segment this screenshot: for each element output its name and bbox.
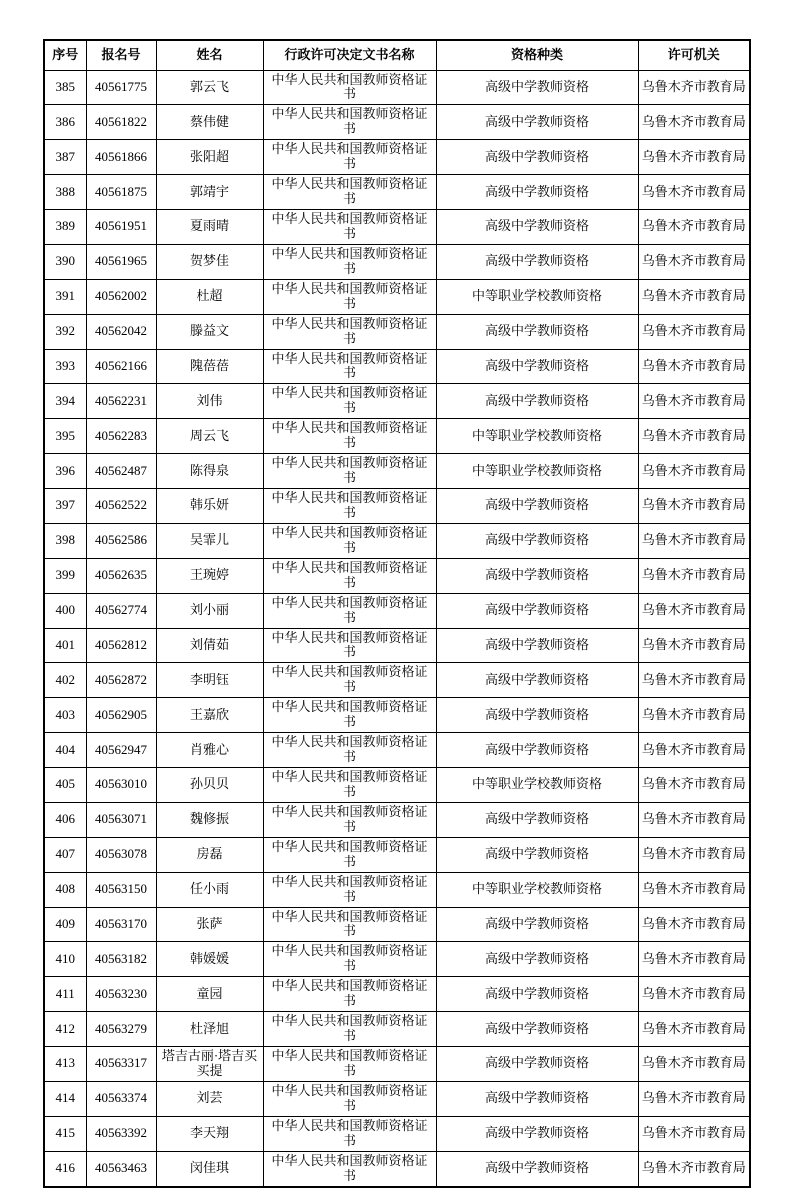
table-row — [44, 733, 750, 768]
col-header-registration-number: 报名号 — [86, 40, 156, 70]
table-cell: 中华人民共和国教师资格证书 — [263, 907, 436, 942]
table-cell: 房磊 — [156, 837, 263, 872]
table-cell: 中华人民共和国教师资格证书 — [263, 70, 436, 105]
table-cell: 中华人民共和国教师资格证书 — [263, 768, 436, 803]
table-cell: 408 — [44, 872, 86, 907]
table-cell: 韩乐妍 — [156, 489, 263, 524]
table-cell: 乌鲁木齐市教育局 — [638, 419, 750, 454]
table-cell: 高级中学教师资格 — [436, 1047, 638, 1082]
table-cell: 高级中学教师资格 — [436, 314, 638, 349]
table-row — [44, 628, 750, 663]
table-cell: 高级中学教师资格 — [436, 698, 638, 733]
table-cell: 388 — [44, 175, 86, 210]
table-cell: 李明钰 — [156, 663, 263, 698]
table-cell: 40562166 — [86, 349, 156, 384]
table-cell: 40561775 — [86, 70, 156, 105]
table-cell: 中华人民共和国教师资格证书 — [263, 663, 436, 698]
table-cell: 张萨 — [156, 907, 263, 942]
table-row — [44, 663, 750, 698]
table-row — [44, 1012, 750, 1047]
table-cell: 乌鲁木齐市教育局 — [638, 768, 750, 803]
table-row — [44, 1116, 750, 1151]
table-row — [44, 419, 750, 454]
table-cell: 中华人民共和国教师资格证书 — [263, 1012, 436, 1047]
table-cell: 高级中学教师资格 — [436, 907, 638, 942]
table-cell: 390 — [44, 244, 86, 279]
table-cell: 40562042 — [86, 314, 156, 349]
table-row — [44, 70, 750, 105]
table-cell: 40563071 — [86, 802, 156, 837]
table-cell: 中华人民共和国教师资格证书 — [263, 1151, 436, 1186]
table-cell: 中华人民共和国教师资格证书 — [263, 872, 436, 907]
table-cell: 乌鲁木齐市教育局 — [638, 907, 750, 942]
table-cell: 中华人民共和国教师资格证书 — [263, 384, 436, 419]
table-cell: 40563463 — [86, 1151, 156, 1186]
table-cell: 乌鲁木齐市教育局 — [638, 489, 750, 524]
table-cell: 乌鲁木齐市教育局 — [638, 802, 750, 837]
table-row — [44, 210, 750, 245]
table-cell: 中华人民共和国教师资格证书 — [263, 1047, 436, 1082]
table-cell: 397 — [44, 489, 86, 524]
table-cell: 乌鲁木齐市教育局 — [638, 1012, 750, 1047]
table-cell: 韩媛媛 — [156, 942, 263, 977]
table-cell: 中华人民共和国教师资格证书 — [263, 105, 436, 140]
table-cell: 40563170 — [86, 907, 156, 942]
table-cell: 40563078 — [86, 837, 156, 872]
table-cell: 405 — [44, 768, 86, 803]
table-cell: 中华人民共和国教师资格证书 — [263, 489, 436, 524]
table-cell: 刘倩茹 — [156, 628, 263, 663]
table-cell: 中华人民共和国教师资格证书 — [263, 210, 436, 245]
table-cell: 40562812 — [86, 628, 156, 663]
table-cell: 乌鲁木齐市教育局 — [638, 210, 750, 245]
table-row — [44, 837, 750, 872]
col-header-document-title: 行政许可决定文书名称 — [263, 40, 436, 70]
table-cell: 中华人民共和国教师资格证书 — [263, 454, 436, 489]
table-cell: 高级中学教师资格 — [436, 1012, 638, 1047]
table-cell: 乌鲁木齐市教育局 — [638, 523, 750, 558]
table-row — [44, 523, 750, 558]
table-cell: 中华人民共和国教师资格证书 — [263, 1081, 436, 1116]
table-cell: 李天翔 — [156, 1116, 263, 1151]
table-cell: 高级中学教师资格 — [436, 244, 638, 279]
table-cell: 高级中学教师资格 — [436, 384, 638, 419]
table-cell: 高级中学教师资格 — [436, 733, 638, 768]
table-cell: 郭云飞 — [156, 70, 263, 105]
table-cell: 409 — [44, 907, 86, 942]
table-cell: 隗蓓蓓 — [156, 349, 263, 384]
table-cell: 孙贝贝 — [156, 768, 263, 803]
table-cell: 389 — [44, 210, 86, 245]
table-cell: 乌鲁木齐市教育局 — [638, 1151, 750, 1186]
table-cell: 高级中学教师资格 — [436, 140, 638, 175]
table-row — [44, 907, 750, 942]
table-cell: 中华人民共和国教师资格证书 — [263, 175, 436, 210]
table-cell: 乌鲁木齐市教育局 — [638, 558, 750, 593]
table-cell: 中等职业学校教师资格 — [436, 872, 638, 907]
table-cell: 386 — [44, 105, 86, 140]
table-cell: 高级中学教师资格 — [436, 942, 638, 977]
table-cell: 高级中学教师资格 — [436, 523, 638, 558]
table-cell: 滕益文 — [156, 314, 263, 349]
table-row — [44, 105, 750, 140]
table-cell: 乌鲁木齐市教育局 — [638, 733, 750, 768]
table-cell: 40563317 — [86, 1047, 156, 1082]
col-header-licensing-authority: 许可机关 — [638, 40, 750, 70]
table-cell: 401 — [44, 628, 86, 663]
table-body — [44, 70, 750, 1187]
table-cell: 塔吉古丽·塔吉买买提 — [156, 1047, 263, 1082]
table-cell: 40563182 — [86, 942, 156, 977]
table-cell: 乌鲁木齐市教育局 — [638, 349, 750, 384]
table-cell: 郭靖宇 — [156, 175, 263, 210]
table-cell: 乌鲁木齐市教育局 — [638, 698, 750, 733]
table-cell: 陈得泉 — [156, 454, 263, 489]
license-table — [43, 39, 751, 1188]
table-cell: 40563279 — [86, 1012, 156, 1047]
table-cell: 肖雅心 — [156, 733, 263, 768]
table-cell: 乌鲁木齐市教育局 — [638, 454, 750, 489]
table-cell: 中华人民共和国教师资格证书 — [263, 977, 436, 1012]
table-cell: 中华人民共和国教师资格证书 — [263, 349, 436, 384]
table-cell: 402 — [44, 663, 86, 698]
table-cell: 杜超 — [156, 279, 263, 314]
table-row — [44, 1151, 750, 1186]
table-row — [44, 768, 750, 803]
table-cell: 中华人民共和国教师资格证书 — [263, 837, 436, 872]
table-cell: 385 — [44, 70, 86, 105]
table-cell: 闵佳琪 — [156, 1151, 263, 1186]
table-cell: 40563150 — [86, 872, 156, 907]
table-cell: 中华人民共和国教师资格证书 — [263, 419, 436, 454]
table-cell: 40562905 — [86, 698, 156, 733]
table-cell: 高级中学教师资格 — [436, 210, 638, 245]
table-cell: 407 — [44, 837, 86, 872]
table-cell: 40561822 — [86, 105, 156, 140]
table-cell: 周云飞 — [156, 419, 263, 454]
table-cell: 415 — [44, 1116, 86, 1151]
table-row — [44, 314, 750, 349]
table-cell: 404 — [44, 733, 86, 768]
table-row — [44, 1047, 750, 1082]
table-cell: 乌鲁木齐市教育局 — [638, 314, 750, 349]
table-cell: 中华人民共和国教师资格证书 — [263, 314, 436, 349]
table-cell: 乌鲁木齐市教育局 — [638, 977, 750, 1012]
table-cell: 吴霏儿 — [156, 523, 263, 558]
table-cell: 中等职业学校教师资格 — [436, 768, 638, 803]
table-cell: 乌鲁木齐市教育局 — [638, 279, 750, 314]
table-cell: 乌鲁木齐市教育局 — [638, 663, 750, 698]
table-cell: 40563230 — [86, 977, 156, 1012]
table-row — [44, 244, 750, 279]
table-cell: 中华人民共和国教师资格证书 — [263, 279, 436, 314]
table-cell: 乌鲁木齐市教育局 — [638, 140, 750, 175]
table-row — [44, 977, 750, 1012]
table-cell: 40562586 — [86, 523, 156, 558]
table-cell: 40562635 — [86, 558, 156, 593]
table-cell: 乌鲁木齐市教育局 — [638, 872, 750, 907]
table-cell: 乌鲁木齐市教育局 — [638, 70, 750, 105]
table-cell: 高级中学教师资格 — [436, 663, 638, 698]
table-cell: 高级中学教师资格 — [436, 1116, 638, 1151]
table-cell: 乌鲁木齐市教育局 — [638, 1116, 750, 1151]
table-cell: 高级中学教师资格 — [436, 70, 638, 105]
table-cell: 高级中学教师资格 — [436, 105, 638, 140]
table-row — [44, 1081, 750, 1116]
table-cell: 高级中学教师资格 — [436, 837, 638, 872]
table-cell: 乌鲁木齐市教育局 — [638, 105, 750, 140]
table-cell: 392 — [44, 314, 86, 349]
table-row — [44, 175, 750, 210]
table-cell: 刘伟 — [156, 384, 263, 419]
table-cell: 406 — [44, 802, 86, 837]
table-cell: 中华人民共和国教师资格证书 — [263, 628, 436, 663]
table-cell: 396 — [44, 454, 86, 489]
table-cell: 387 — [44, 140, 86, 175]
table-cell: 40562231 — [86, 384, 156, 419]
table-cell: 中等职业学校教师资格 — [436, 279, 638, 314]
table-cell: 贺梦佳 — [156, 244, 263, 279]
table-cell: 414 — [44, 1081, 86, 1116]
table-cell: 中华人民共和国教师资格证书 — [263, 244, 436, 279]
table-cell: 高级中学教师资格 — [436, 349, 638, 384]
table-cell: 40562002 — [86, 279, 156, 314]
table-cell: 高级中学教师资格 — [436, 175, 638, 210]
table-cell: 魏修振 — [156, 802, 263, 837]
table-cell: 高级中学教师资格 — [436, 977, 638, 1012]
table-cell: 刘小丽 — [156, 593, 263, 628]
table-cell: 中等职业学校教师资格 — [436, 454, 638, 489]
table-cell: 童园 — [156, 977, 263, 1012]
table-cell: 夏雨晴 — [156, 210, 263, 245]
table-cell: 中华人民共和国教师资格证书 — [263, 558, 436, 593]
table-cell: 中华人民共和国教师资格证书 — [263, 140, 436, 175]
table-cell: 高级中学教师资格 — [436, 489, 638, 524]
table-cell: 40563392 — [86, 1116, 156, 1151]
table-cell: 393 — [44, 349, 86, 384]
table-cell: 400 — [44, 593, 86, 628]
table-row — [44, 593, 750, 628]
table-cell: 乌鲁木齐市教育局 — [638, 837, 750, 872]
table-row — [44, 384, 750, 419]
table-cell: 40563010 — [86, 768, 156, 803]
table-cell: 40562774 — [86, 593, 156, 628]
table-cell: 蔡伟健 — [156, 105, 263, 140]
table-cell: 40562487 — [86, 454, 156, 489]
table-cell: 413 — [44, 1047, 86, 1082]
col-header-qualification-type: 资格种类 — [436, 40, 638, 70]
table-cell: 411 — [44, 977, 86, 1012]
table-cell: 40561866 — [86, 140, 156, 175]
table-cell: 中等职业学校教师资格 — [436, 419, 638, 454]
table-cell: 乌鲁木齐市教育局 — [638, 628, 750, 663]
table-header-row — [44, 40, 750, 70]
table-cell: 中华人民共和国教师资格证书 — [263, 942, 436, 977]
table-row — [44, 698, 750, 733]
table-cell: 中华人民共和国教师资格证书 — [263, 1116, 436, 1151]
table-cell: 王琬婷 — [156, 558, 263, 593]
table-cell: 40563374 — [86, 1081, 156, 1116]
table-cell: 王嘉欣 — [156, 698, 263, 733]
table-cell: 中华人民共和国教师资格证书 — [263, 523, 436, 558]
table-cell: 中华人民共和国教师资格证书 — [263, 802, 436, 837]
table-cell: 410 — [44, 942, 86, 977]
table-row — [44, 872, 750, 907]
table-row — [44, 802, 750, 837]
table-cell: 高级中学教师资格 — [436, 802, 638, 837]
table-cell: 40562872 — [86, 663, 156, 698]
table-cell: 40562283 — [86, 419, 156, 454]
table-cell: 391 — [44, 279, 86, 314]
table-cell: 任小雨 — [156, 872, 263, 907]
table-cell: 杜泽旭 — [156, 1012, 263, 1047]
table-row — [44, 558, 750, 593]
col-header-serial-number: 序号 — [44, 40, 86, 70]
table-cell: 乌鲁木齐市教育局 — [638, 175, 750, 210]
table-cell: 412 — [44, 1012, 86, 1047]
table-row — [44, 279, 750, 314]
table-cell: 高级中学教师资格 — [436, 558, 638, 593]
table-cell: 高级中学教师资格 — [436, 593, 638, 628]
table-cell: 乌鲁木齐市教育局 — [638, 1047, 750, 1082]
table-cell: 395 — [44, 419, 86, 454]
table-cell: 中华人民共和国教师资格证书 — [263, 593, 436, 628]
table-cell: 398 — [44, 523, 86, 558]
table-cell: 乌鲁木齐市教育局 — [638, 384, 750, 419]
table-cell: 乌鲁木齐市教育局 — [638, 244, 750, 279]
table-cell: 高级中学教师资格 — [436, 1081, 638, 1116]
table-cell: 中华人民共和国教师资格证书 — [263, 698, 436, 733]
table-cell: 中华人民共和国教师资格证书 — [263, 733, 436, 768]
table-cell: 张阳超 — [156, 140, 263, 175]
table-cell: 乌鲁木齐市教育局 — [638, 593, 750, 628]
table-row — [44, 454, 750, 489]
table-cell: 416 — [44, 1151, 86, 1186]
table-cell: 40562522 — [86, 489, 156, 524]
table-cell: 403 — [44, 698, 86, 733]
table-row — [44, 942, 750, 977]
table-cell: 40562947 — [86, 733, 156, 768]
table-cell: 高级中学教师资格 — [436, 628, 638, 663]
table-row — [44, 140, 750, 175]
table-cell: 高级中学教师资格 — [436, 1151, 638, 1186]
table-cell: 40561875 — [86, 175, 156, 210]
col-header-name: 姓名 — [156, 40, 263, 70]
table-cell: 乌鲁木齐市教育局 — [638, 1081, 750, 1116]
table-cell: 394 — [44, 384, 86, 419]
table-cell: 40561965 — [86, 244, 156, 279]
table-cell: 399 — [44, 558, 86, 593]
table-cell: 40561951 — [86, 210, 156, 245]
table-row — [44, 349, 750, 384]
table-row — [44, 489, 750, 524]
table-cell: 乌鲁木齐市教育局 — [638, 942, 750, 977]
table-cell: 刘芸 — [156, 1081, 263, 1116]
